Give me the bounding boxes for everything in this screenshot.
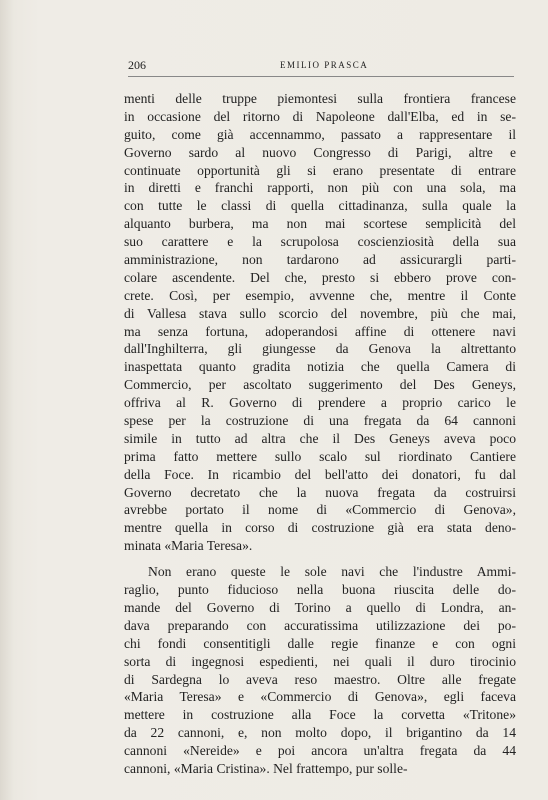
text-line: spese per la costruzione di una fregata da 64 cannoni	[124, 413, 516, 429]
page-header	[128, 58, 514, 77]
text-line: cannoni, «Maria Cristina». Nel frattempo, pur solle-	[124, 760, 408, 776]
text-line: raglio, punto fiducioso nella buona riuscita delle do-	[124, 582, 516, 598]
text-line: Governo sardo al nuovo Congresso di Parigi, altre e	[124, 144, 516, 160]
text-line: Governo decretato che la nuova fregata da costruirsi	[124, 484, 516, 500]
text-line: avrebbe portato il nome di «Commercio di Genova»,	[124, 502, 516, 518]
text-line: in occasione del ritorno di Napoleone dall'Elba, ed in se-	[124, 108, 516, 124]
text-line: crete. Così, per esempio, avvenne che, mentre il Conte	[124, 287, 516, 303]
running-head: EMILIO PRASCA	[280, 60, 369, 70]
paragraph	[124, 90, 516, 555]
text-line: della Foce. In ricambio del bell'atto dei donatori, fu dal	[124, 466, 516, 482]
text-line: offriva al R. Governo di prendere a proprio carico le	[124, 395, 516, 411]
text-line: dava preparando con accuratissima utilizzazione dei po-	[124, 617, 516, 633]
text-line: Non erano queste le sole navi che l'industre Ammi-	[148, 564, 516, 580]
text-line: mande del Governo di Torino a quello di Londra, an-	[124, 599, 516, 615]
text-line: simile in tutto ad altra che il Des Geneys aveva poco	[124, 430, 516, 446]
text-line: menti delle truppe piemontesi sulla frontiera francese	[124, 91, 516, 106]
text-line: alquanto burbera, ma non mai scortese semplicità del	[124, 216, 516, 232]
text-line: da 22 cannoni, e, non molto dopo, il brigantino da 14	[124, 725, 516, 741]
text-line: dall'Inghilterra, gli giungesse da Genova la altrettanto	[124, 341, 516, 357]
text-line: suo carattere e la scrupolosa coscienziosità della sua	[124, 234, 516, 250]
text-line: Commercio, per ascoltato suggerimento del Des Geneys,	[124, 377, 516, 393]
text-line: in diretti e franchi rapporti, non più con una sola, ma	[124, 180, 516, 196]
text-line: ma senza fortuna, adoperandosi affine di ottenere navi	[124, 323, 516, 339]
text-line: mentre quella in corso di costruzione già era stata deno-	[124, 520, 516, 536]
text-line: «Maria Teresa» e «Commercio di Genova», egli faceva	[124, 689, 516, 705]
text-line: con tutte le classi di quella cittadinanza, sulla quale la	[124, 198, 516, 214]
text-line: amministrazione, non tardarono ad assicurargli parti-	[124, 252, 516, 268]
text-line: di Sardegna lo aveva reso maestro. Oltre alle fregate	[124, 671, 516, 687]
text-line: mettere in costruzione alla Foce la corvetta «Tritone»	[124, 707, 516, 723]
text-line: di Vallesa stava sullo scorcio del novembre, più che mai,	[124, 305, 516, 321]
text-line: guito, come già accennammo, passato a rappresentare il	[124, 126, 516, 142]
text-line: inaspettata quanto gradita notizia che quella Camera di	[124, 359, 516, 375]
text-line: chi fondi consentitigli dalle regie finanze e con ogni	[124, 635, 516, 651]
paragraph	[124, 563, 516, 778]
body-text	[124, 90, 516, 778]
page-number: 206	[128, 58, 146, 72]
text-line: colare ascendente. Del che, presto si ebbero prove con-	[124, 269, 516, 285]
text-line: sorta di ingegnosi espedienti, nei quali il duro tirocinio	[124, 653, 516, 669]
text-line: cannoni «Nereide» e poi ancora un'altra fregata da 44	[124, 743, 516, 759]
text-line: continuate opportunità gli si erano presentate di entrare	[124, 162, 516, 178]
text-line: prima fatto mettere sullo scalo sul riordinato Cantiere	[124, 448, 516, 464]
text-line: minata «Maria Teresa».	[124, 538, 253, 554]
